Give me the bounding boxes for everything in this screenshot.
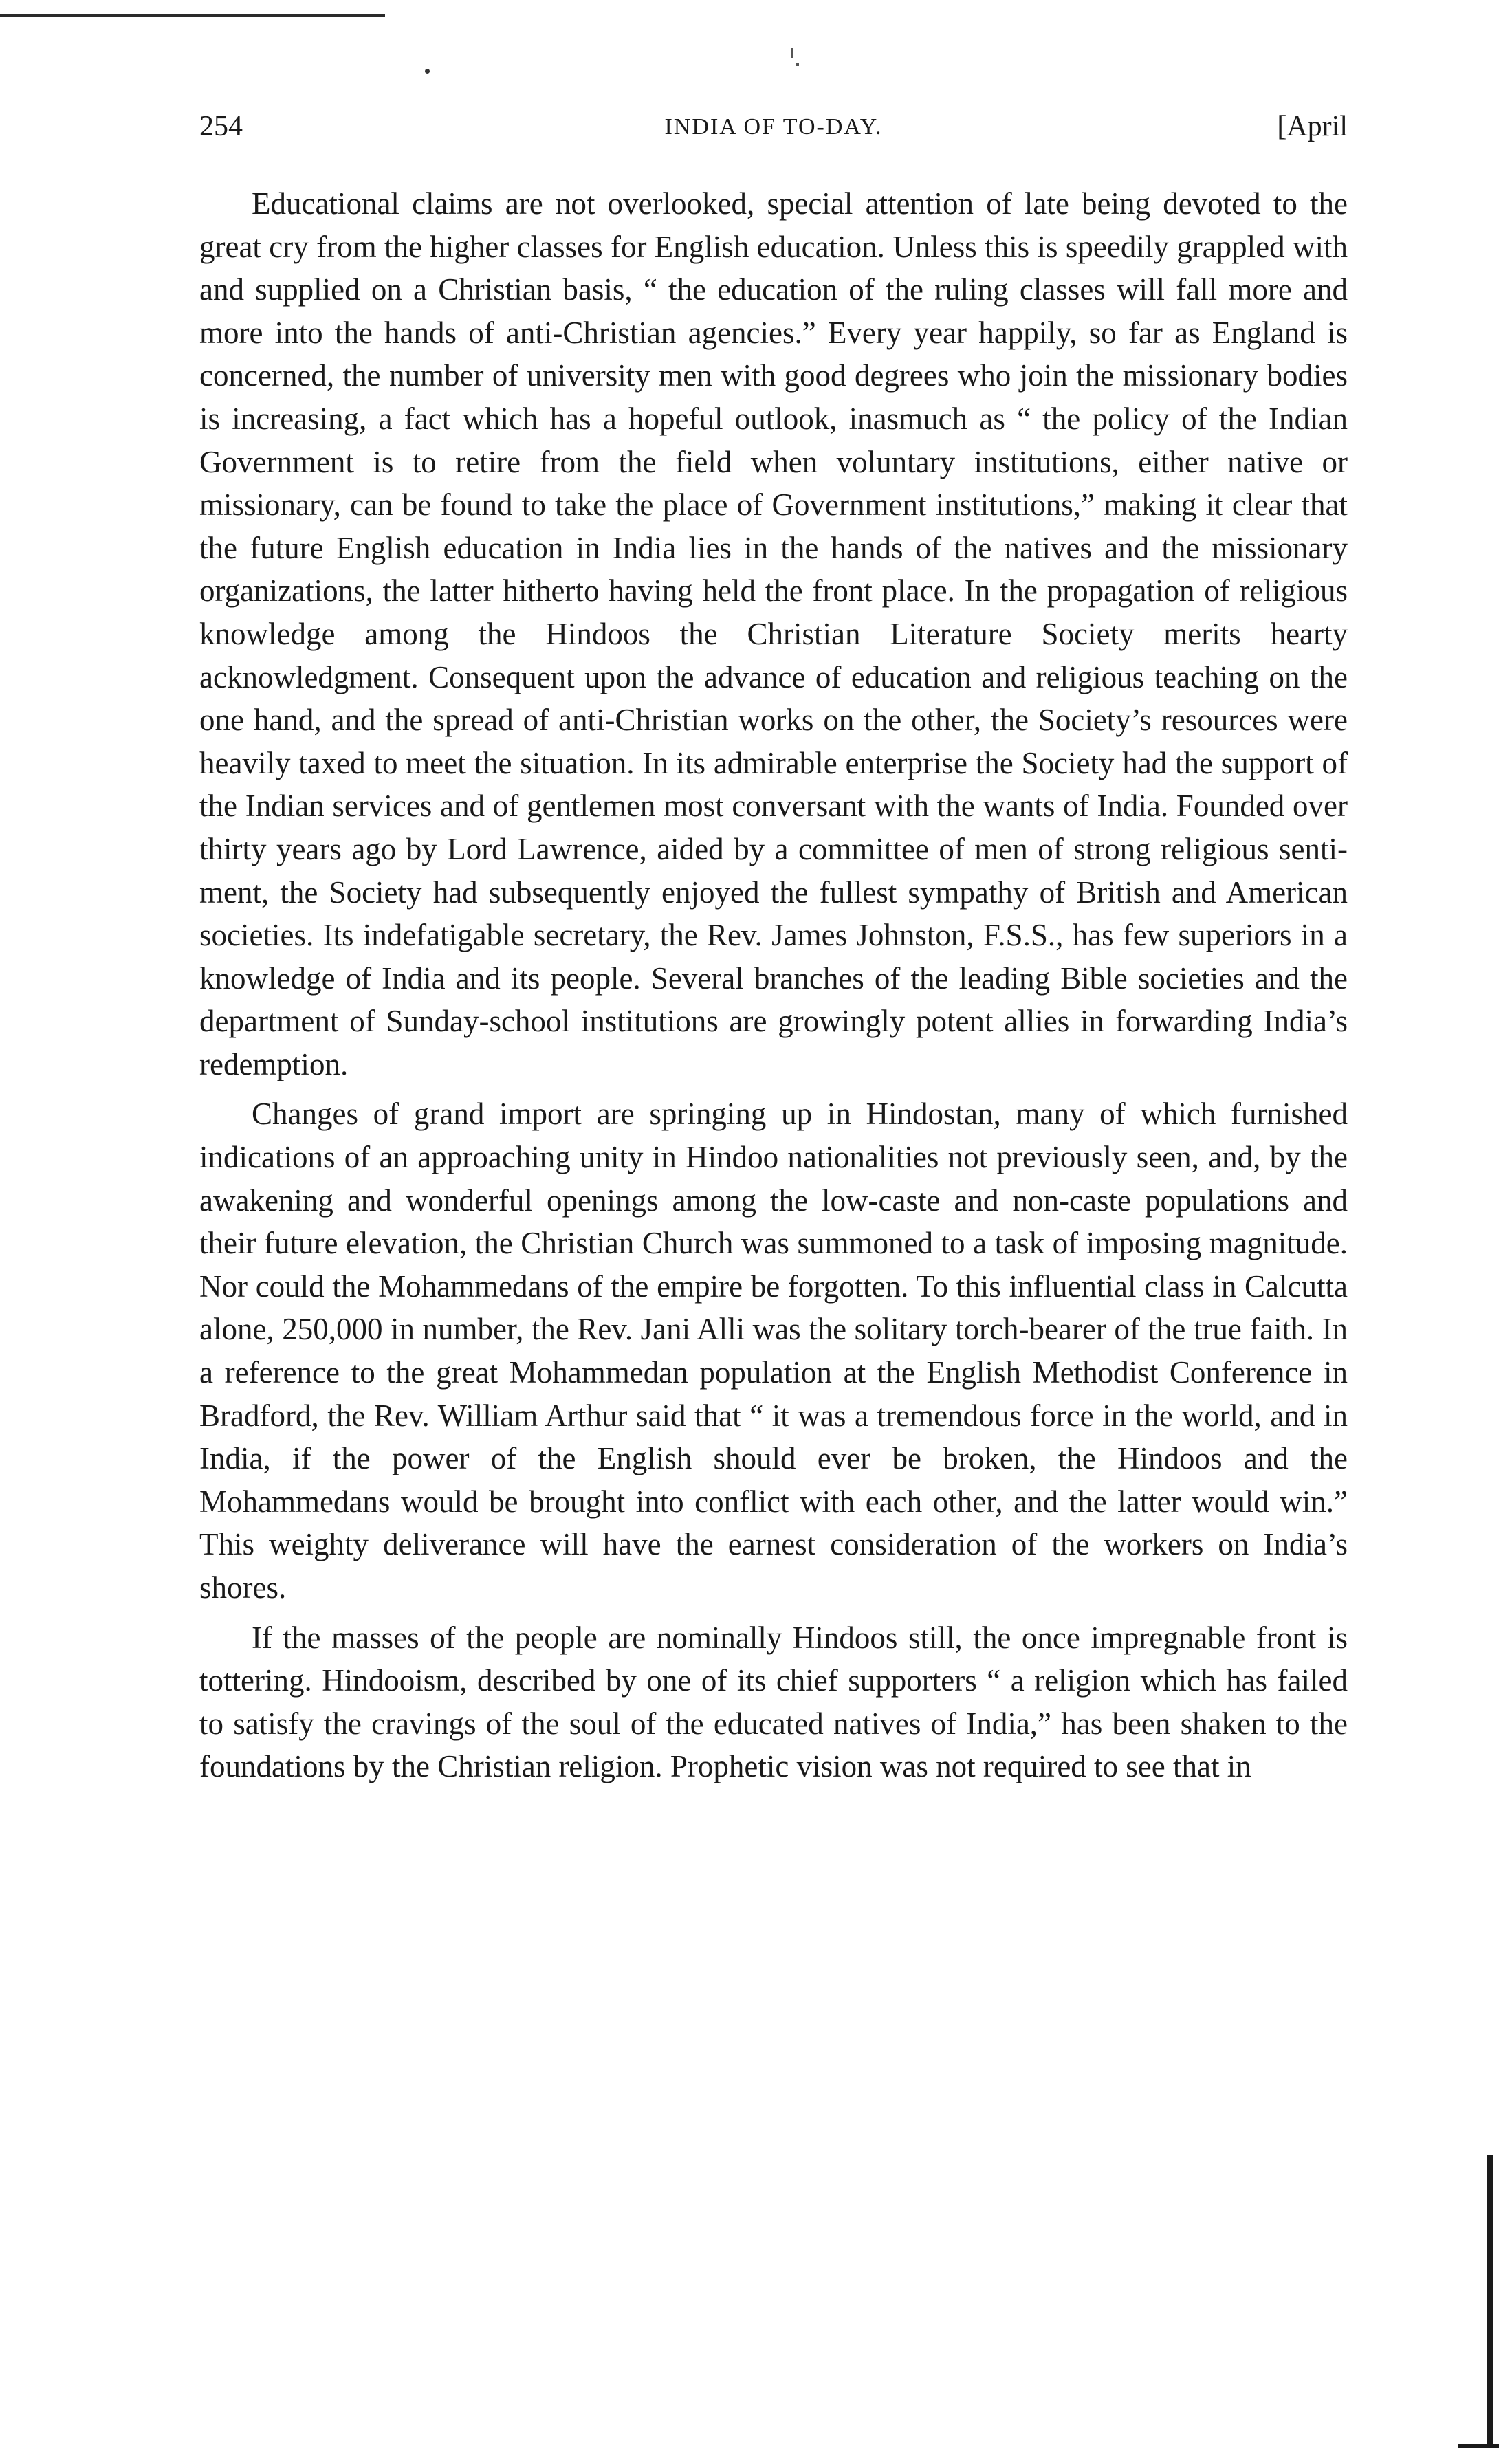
paragraph: Changes of grand import are springing up in Hindostan, many of which furnished indications of an approaching unity in Hindoo nationalities not previously seen, and, by the awakening and wonderful openings among the low-caste and non-caste populations and their future elevation, the Christian Church was summoned to a task of imposing magnitude. Nor could the Mohammedans of the empire be forgotten. To this influential class in Calcutta alone, 250,000 in number, the Rev. Jani Alli was the solitary torch-bearer of the true faith. In a reference to the great Mohammedan population at the English Methodist Conference in Bradford, the Rev. William Arthur said that “ it was a tremendous force in the world, and in India, if the power of the English should ever be broken, the Hindoos and the Mohammedans would be brought into conflict with each other, and the latter would win.” This weighty deliverance will have the earnest consideration of the workers on India’s shores. <box>199 1097 1348 1605</box>
ink-speck <box>796 63 799 66</box>
paragraph: Educational claims are not overlooked, special attention of late being devoted to the great cry from the higher classes for English education. Unless this is speedily grappled with and supplied on a Christian basis, “ the education of the ruling classes will fall more and more into the hands of anti-Christian agencies.” Every year happily, so far as England is concerned, the number of university men with good degrees who join the missionary bodies is increasing, a fact which has a hopeful outlook, inasmuch as “ the policy of the Indian Government is to retire from the field when voluntary institutions, either native or missionary, can be found to take the place of Government institutions,” making it clear that the future English education in India lies in the hands of the natives and the missionary organizations, the latter hitherto having held the front place. In the propagation of religious knowledge among the Hindoos the Christian Literature Society merits hearty acknowledgment. Consequent upon the advance of education and religious teaching on the one hand, and the spread of anti-Christian works on the other, the Society’s resources were heavily taxed to meet the situation. In its admirable enterprise the Society had the support of the Indian services and of gentlemen most conversant with the wants of India. Founded over thirty years ago by Lord Lawrence, aided by a committee of men of strong religious sentiment, the Society had subsequently enjoyed the fullest sympathy of British and American societies. Its indefatigable secretary, the Rev. James Johnston, F.S.S., has few superiors in a knowledge of India and its people. Several branches of the leading Bible societies and the department of Sunday-school institutions are growingly potent allies in forwarding India’s redemption. <box>199 186 1348 1081</box>
page-number: 254 <box>199 111 243 142</box>
ink-speck <box>791 48 793 58</box>
page-edge-shadow <box>1458 2444 1499 2448</box>
page-edge-shadow <box>1487 2155 1493 2444</box>
running-head <box>199 110 1348 151</box>
running-date: [April <box>1277 111 1348 142</box>
running-title: INDIA OF TO-DAY. <box>664 114 883 140</box>
paragraph: If the masses of the people are nominally Hindoos still, the once impregnable front is tottering. Hindooism, described by one of its chief supporters “ a religion which has failed to satisfy the cravings of the soul of the educated natives of India,” has been shaken to the foundations by the Christian religion. Prophetic vision was not required to see that in <box>199 1620 1348 1784</box>
top-rule <box>0 14 385 17</box>
ink-speck <box>425 69 430 74</box>
body-text <box>199 182 1348 1788</box>
